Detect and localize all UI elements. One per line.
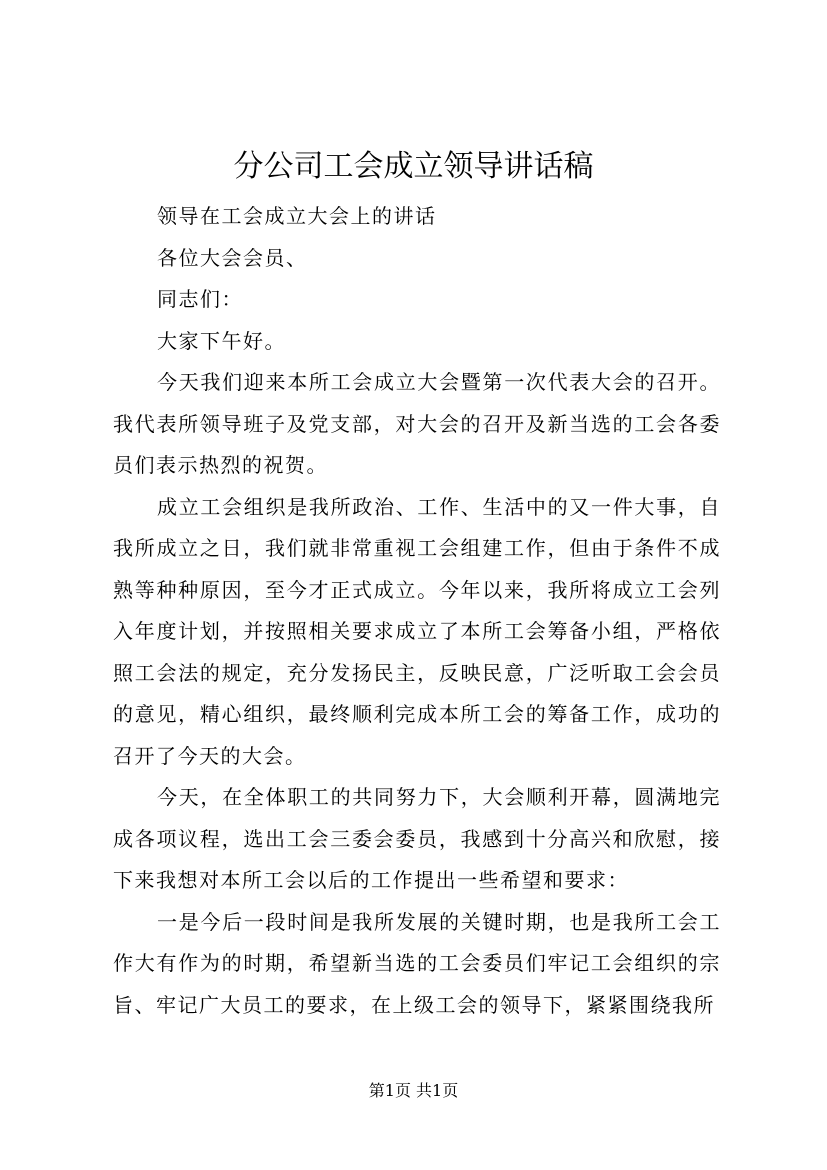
document-title: 分公司工会成立领导讲话稿 xyxy=(233,149,594,184)
paragraph-founding: 成立工会组织是我所政治、工作、生活中的又一件大事，自我所成立之日，我们就非常重视工会组建工作，但由于条件不成熟等种种原因，至今才正式成立。今年以来，我所将成立工会列入年度计划，并按照相关要求成立了本所工会筹备小组，严格依照工会法的规定，充分发扬民主，反映民意，广泛听取工会会员的意见，精心组织，最终顺利完成本所工会的筹备工作，成功的召开了今天的大会。 xyxy=(113,494,721,768)
page-footer: 第1页 共1页 xyxy=(368,1081,459,1100)
paragraph-opening: 今天我们迎来本所工会成立大会暨第一次代表大会的召开。我代表所领导班子及党支部，对大会的召开及新当选的工会各委员们表示热烈的祝贺。 xyxy=(113,370,721,477)
paragraph-congratulation: 今天，在全体职工的共同努力下，大会顺利开幕，圆满地完成各项议程，选出工会三委会委员，我感到十分高兴和欣慰，接下来我想对本所工会以后的工作提出一些希望和要求： xyxy=(113,785,721,892)
paragraph-salutation-members: 各位大会会员、 xyxy=(157,245,308,270)
paragraph-point-one: 一是今后一段时间是我所发展的关键时期，也是我所工会工作大有作为的时期，希望新当选的工会委员们牢记工会组织的宗旨、牢记广大员工的要求，在上级工会的领导下，紧紧围绕我所 xyxy=(113,909,721,1017)
paragraph-salutation-comrades: 同志们： xyxy=(157,287,243,311)
paragraph-greeting: 大家下午好。 xyxy=(157,328,286,353)
paragraph-subtitle: 领导在工会成立大会上的讲话 xyxy=(157,204,437,228)
document-body xyxy=(113,196,721,1026)
